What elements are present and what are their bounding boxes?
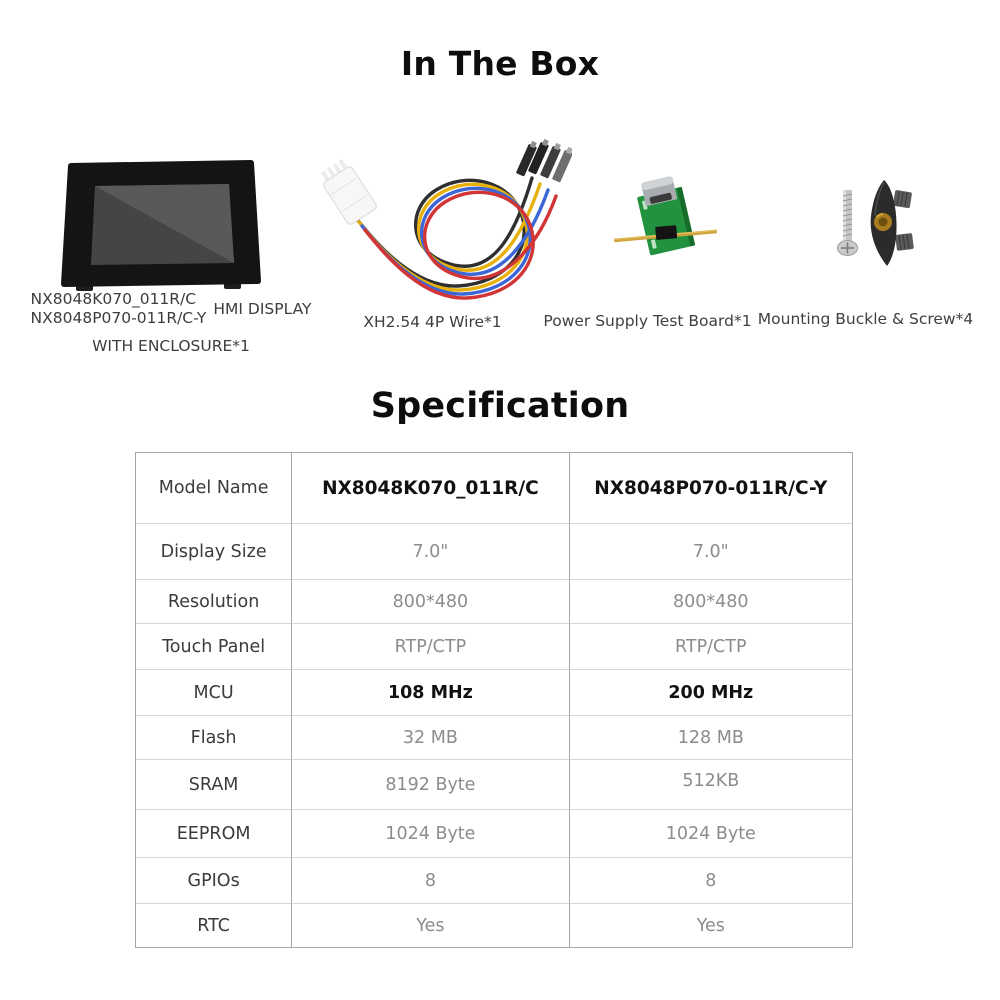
header-model-a: NX8048K070_011R/C: [292, 453, 569, 524]
pcb: [634, 176, 695, 256]
xh-connector: [317, 157, 378, 226]
specification-table: [135, 452, 853, 948]
table-row: Flash 32 MB 128 MB: [136, 716, 853, 760]
header-label: Model Name: [136, 453, 292, 524]
table-row: Touch Panel RTP/CTP RTP/CTP: [136, 624, 853, 670]
table-row: SRAM 8192 Byte 512KB: [136, 760, 853, 810]
display-screen: [91, 184, 234, 265]
screw: [838, 190, 858, 256]
buckle-screw-image: [810, 172, 925, 274]
buckle-screw-caption: Mounting Buckle & Screw*4: [757, 310, 974, 328]
mounting-buckle: [871, 180, 914, 266]
display-model-2: NX8048P070-011R/C-Y: [30, 309, 207, 327]
test-board-image: [612, 176, 724, 272]
table-row: EEPROM 1024 Byte 1024 Byte: [136, 810, 853, 858]
dupont-headers: [516, 138, 572, 183]
table-row: GPIOs 8 8: [136, 858, 853, 904]
table-row: MCU 108 MHz 200 MHz: [136, 670, 853, 716]
wire-caption: XH2.54 4P Wire*1: [363, 313, 502, 331]
test-board-caption: Power Supply Test Board*1: [543, 312, 752, 330]
wire-bundle: [356, 178, 556, 298]
specification-title: Specification: [370, 386, 630, 426]
display-qty-label: WITH ENCLOSURE*1: [92, 337, 250, 355]
display-type-label: HMI DISPLAY: [213, 300, 312, 318]
display-caption: [26, 290, 316, 355]
table-row: Resolution 800*480 800*480: [136, 580, 853, 624]
header-model-b: NX8048P070-011R/C-Y: [570, 453, 853, 524]
display-model-1: NX8048K070_011R/C: [30, 290, 197, 308]
table-row: Display Size 7.0" 7.0": [136, 524, 853, 580]
hmi-display-image: [58, 160, 265, 296]
table-row: RTC Yes Yes: [136, 904, 853, 948]
wire-image: [312, 136, 572, 304]
table-header-row: [136, 453, 853, 524]
in-the-box-title: In The Box: [400, 44, 600, 83]
